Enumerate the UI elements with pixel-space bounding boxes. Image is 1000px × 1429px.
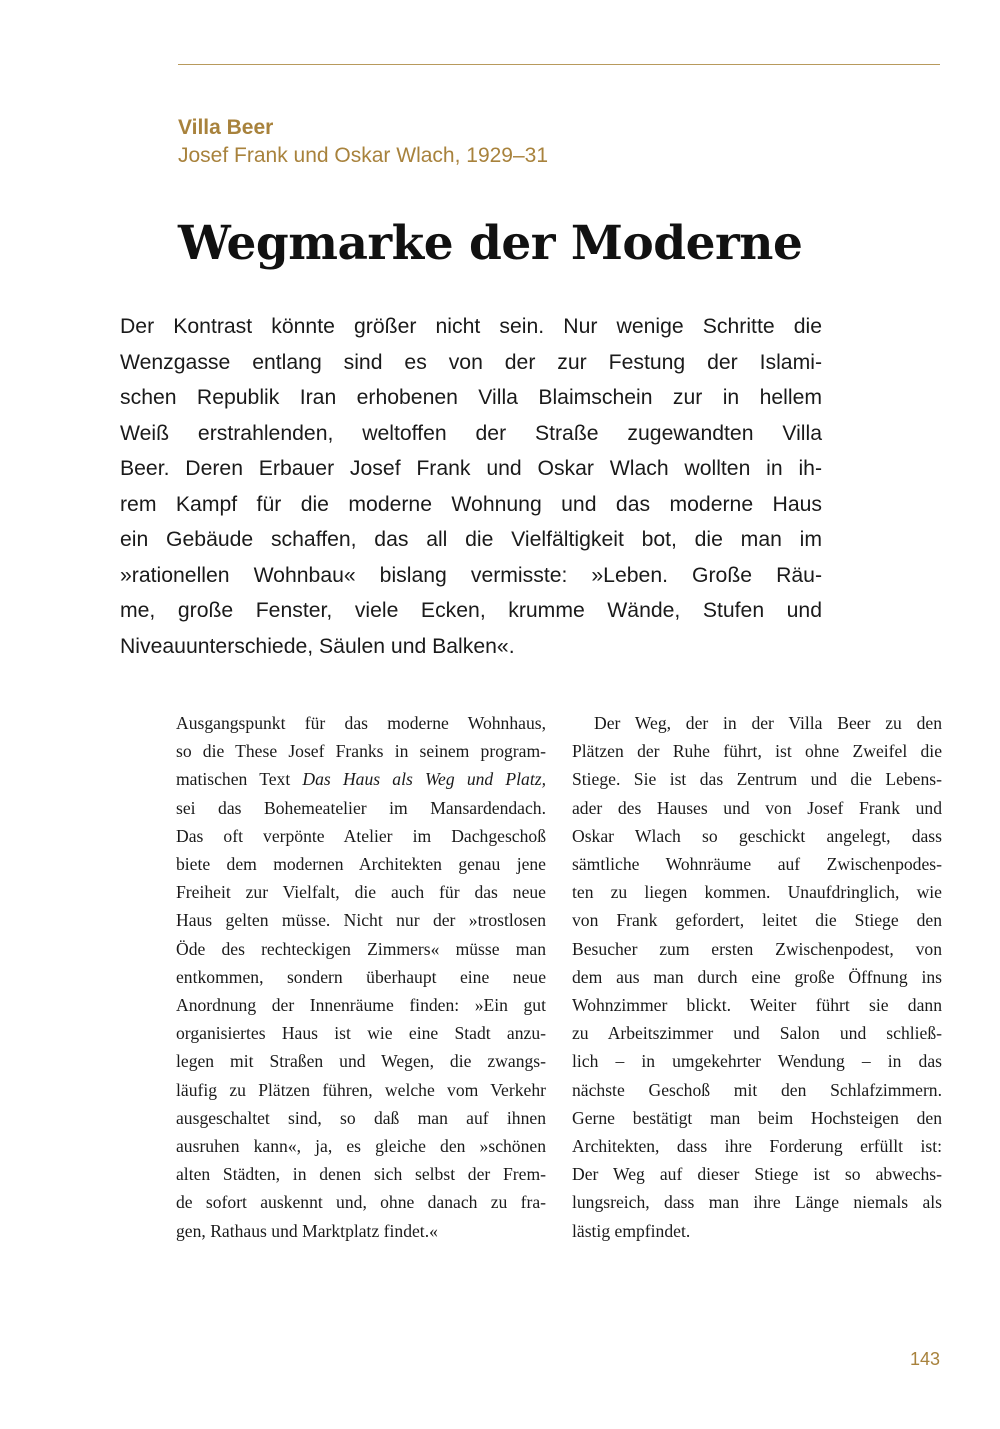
body-line: dem aus man durch eine große Öffnung ins (572, 966, 942, 987)
body-line: Haus gelten müsse. Nicht nur der »trostlosen (176, 910, 546, 931)
body-line: Öde des rechteckigen Zimmers« müsse man (176, 938, 546, 959)
book-title: Das Haus als Weg und Platz, (302, 769, 546, 790)
body-line: zu Arbeitszimmer und Salon und schließ- (572, 1023, 942, 1044)
body-line: lich – in umgekehrter Wendung – in das (572, 1051, 942, 1072)
lead-line: Der Kontrast könnte größer nicht sein. Nur wenige Schritte die (120, 315, 822, 338)
body-line: Architekten, dass ihre Forderung erfüllt ist: (572, 1136, 942, 1157)
lead-line: rem Kampf für die moderne Wohnung und das moderne Haus (120, 492, 822, 516)
section-kicker (178, 114, 548, 170)
body-line: Plätzen der Ruhe führt, ist ohne Zweifel die (572, 741, 942, 762)
body-line: ausruhen kann«, ja, es gleiche den »schönen (176, 1136, 546, 1157)
lead-line: schen Republik Iran erhobenen Villa Blaimschein zur in hellem (120, 386, 822, 409)
body-line: gen, Rathaus und Marktplatz findet.« (176, 1220, 438, 1241)
body-line: legen mit Straßen und Wegen, die zwangs- (176, 1051, 546, 1072)
lead-line: Beer. Deren Erbauer Josef Frank und Oskar Wlach wollten in ih- (120, 457, 822, 480)
body-column-left (176, 709, 546, 1245)
body-line: läufig zu Plätzen führen, welche vom Verkehr (176, 1079, 546, 1100)
body-line: Stiege. Sie ist das Zentrum und die Lebens- (572, 769, 942, 790)
lead-line: »rationellen Wohnbau« bislang vermisste: »Leben. Große Räu- (120, 563, 822, 587)
body-line-text: matischen Text (176, 769, 303, 790)
body-line: ausgeschaltet sind, so daß man auf ihnen (176, 1107, 546, 1128)
body-line: organisiertes Haus ist wie eine Stadt anzu- (176, 1023, 546, 1044)
top-rule (178, 64, 940, 65)
body-line: lästig empfindet. (572, 1220, 691, 1241)
body-line: entkommen, sondern überhaupt eine neue (176, 966, 546, 987)
body-line: Oskar Wlach so geschickt angelegt, dass (572, 825, 942, 846)
lead-line: Wenzgasse entlang sind es von der zur Festung der Islami- (120, 350, 822, 374)
body-line: Der Weg, der in der Villa Beer zu den (594, 713, 942, 733)
body-line: Gerne bestätigt man beim Hochsteigen den (572, 1107, 942, 1128)
architects-credit: Josef Frank und Oskar Wlach, 1929–31 (178, 144, 549, 167)
page-number: 143 (909, 1349, 940, 1369)
body-line: Wohnzimmer blickt. Weiter führt sie dann (572, 995, 942, 1016)
body-line: so die These Josef Franks in seinem program- (176, 741, 546, 762)
body-line: Ausgangspunkt für das moderne Wohnhaus, (176, 713, 546, 733)
lead-line: ein Gebäude schaffen, das all die Vielfältigkeit bot, die man im (120, 528, 822, 551)
body-line: sei das Bohemeatelier im Mansardendach. (176, 797, 546, 818)
lead-line: me, große Fenster, viele Ecken, krumme Wände, Stufen und (120, 599, 822, 622)
body-line: ader des Hauses und von Josef Frank und (572, 797, 942, 818)
body-line: nächste Geschoß mit den Schlafzimmern. (572, 1079, 942, 1100)
body-line: biete dem modernen Architekten genau jene (176, 854, 546, 875)
body-line: sämtliche Wohnräume auf Zwischenpodes- (572, 854, 942, 875)
body-line: lungsreich, dass man ihre Länge niemals als (572, 1192, 942, 1213)
body-line: alten Städten, in denen sich selbst der Frem- (176, 1164, 546, 1185)
body-line: Anordnung der Innenräume finden: »Ein gut (176, 995, 546, 1016)
lead-line: Weiß erstrahlenden, weltoffen der Straße zugewandten Villa (120, 421, 822, 445)
lead-line: Niveauunterschiede, Säulen und Balken«. (120, 634, 515, 658)
body-line: Besucher zum ersten Zwischenpodest, von (572, 938, 942, 959)
lead-paragraph (120, 309, 822, 664)
body-line: von Frank gefordert, leitet die Stiege den (572, 910, 942, 931)
body-line: ten zu liegen kommen. Unaufdringlich, wie (572, 882, 942, 903)
body-line: de sofort auskennt und, ohne danach zu fra- (176, 1192, 546, 1213)
article-headline: Wegmarke der Moderne (178, 216, 803, 271)
body-line: Das oft verpönte Atelier im Dachgeschoß (176, 825, 546, 846)
body-column-right (572, 709, 942, 1245)
body-line: Freiheit zur Vielfalt, die auch für das neue (176, 882, 546, 903)
building-name: Villa Beer (178, 116, 274, 139)
body-line: Der Weg auf dieser Stiege ist so abwechs- (572, 1164, 942, 1185)
body-line (176, 765, 546, 793)
